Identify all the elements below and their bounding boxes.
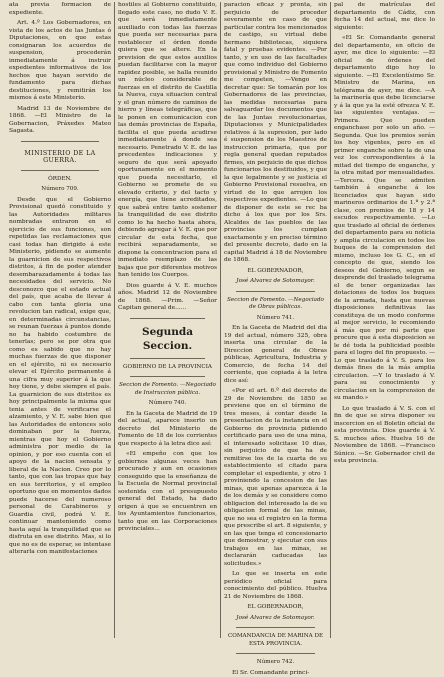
column-4 — [330, 2, 438, 638]
signature-title: EL GOBERNADOR, — [224, 604, 327, 612]
paragraph: Desde que el Gobierno Provisional quedó constituido y las Autoridades militares nombradas entraron en el ejercicio de sus funciones, son repetidas las reclamaciones que casi todas han dirigido á este Ministerio, pidiendo se aumente la guarnicion de sus respectivos distritos, á fin de poder atender desembarazadamente á todas las necesidades del servicio. No desconozco que el estado actual del país, que acaba de llevar á cabo con tanta gloria una revolucion tan radical, exige que, en determinadas circunstancias, se reunan fuerzas á puntos donde no ha habido costumbre de tenerlas; pero se por otra que como es sabido que no hay muchas fuerzas de que disponer en el ejército, ni es necesario elevar el Ejército permanente á una cifra muy superior á la que hoy tiene, y debe siempre el país. La guarnicion de sus distritos es hoy principalmente la misma que tenia antes de verificarse el alzamiento, y V. E. sabe bien que las Autoridades de entonces solo dominaban por la fuerza, mientras que hoy el Gobierno administra por medio de la opinion, y por eso cuenta con el apoyo de la nacion sensata y liberal de la Nacion. Creo por lo tanto, que con las tropas que hay en sus territorios, y el empleo oportuno que en momentos dados puede hacerse del numeroso personal de Carabineros y Guardia civil, podrá V. E. continuar manteniendo como hasta aquí la tranquilidad que se disfruta en ese distrito. Mas, si lo que no es de esperar, se intentase alterarla con manifestaciones — [9, 197, 111, 557]
paragraph: ata previa formacion de expediente. — [9, 2, 111, 17]
government-heading: GOBIERNO DE LA PROVINCIA — [118, 364, 217, 372]
paragraph: En la Gaceta de Madrid de 19 del actual, aparece inserto un decreto del Ministerio de Fomento de 18 de los corrientes que respecto á la letra dice así: — [118, 411, 217, 449]
orders-label: ÓRDEN. — [9, 176, 111, 184]
order-number: Número 742. — [224, 659, 327, 667]
divider — [130, 358, 205, 359]
paragraph: Art. 4.º Los Gobernadores, en vista de los actos de las Juntas ó Diputaciones, en que estas consignaran los acuerdos de suspension, procederán inmediatamente á instruir expedientes informativos de los hechos que hayan servido de fundamento para dichas destituciones, y remitirán los mismos á este Ministerio. — [9, 20, 111, 103]
divider — [236, 653, 315, 654]
decree-date: Madrid 13 de Noviembre de 1868. —El Ministro de la Gobernacion, Práxedes Mateo Sagasta. — [9, 106, 111, 136]
subsection-title: Seccion de Fomento. —Negociado de Instruccion pública. — [118, 382, 217, 397]
divider — [236, 291, 315, 292]
signature-name: José Alvarez de Sotomayor. — [224, 615, 327, 623]
order-number: Número 740. — [118, 400, 217, 408]
order-number: Número 709. — [9, 186, 111, 194]
column-1 — [6, 2, 114, 638]
section-heading: COMANDANCIA DE MARINA DE ESTA PROVINCIA. — [224, 633, 327, 648]
signature-name: José Alvarez de Sotomayor. — [224, 278, 327, 286]
divider — [21, 170, 99, 171]
subsection-title: Seccion de Fomento. —Negociado de Obras públicas. — [224, 297, 327, 312]
section-title: Segunda Seccion. — [118, 325, 217, 353]
signature-title: EL GOBERNADOR, — [224, 268, 327, 276]
paragraph: hostiles al Gobierno constituido, llegado este caso, no dudo V. E. que será inmediatamente auxiliado con todas las fuerzas que pueda ser necesarias para restablecer el órden donde quiera que se altere. En la prevision de que estos auxilios puedan facilitarse con la mayor rapidez posible, se halla reunido un núcleo considerable de fuerzas en el distrito de Castilla la Nueva, cuya situacion central y el gran número de caminos de hierro y líneas telegráficas, que le ponen en comunicacion con las demás provincias de España, facilita el que pueda acudirse inmediatamente á donde sea necesario. Penetrado V. E. de las precedentes indicaciones y seguro de que será apoyado oportunamente en el momento que pueda necesitarlo, el Gobierno se promete de su elevado criterio, y del tacto y energía, que tiene acreditados, que sabrá entre tanto sostener la tranquilidad de ese distrito como lo ha hecho hasta ahora, debiendo agregar á V. E. que por circular de esta fecha, que recibirá separadamente, se dispone la concentracion para el inmediato reemplazo de las bajas que por diferentes motivos han tenido los Cuerpos. — [118, 2, 217, 280]
paragraph: El Sr. Comandante princi- — [224, 670, 327, 677]
paragraph: «Por el art. 6.º del decreto de 29 de Noviembre de 1850 se previene que en el término de tres meses, á contar desde la presentacion de la instancia en el Gobierno de provincia pidiendo certificado para uso de una mina, el interesado solicitase 10 dias, sin perjuicio de que ha de remitirse los de la cuarta de su establecimiento el citado para completar el expediente, y otro 1 proviniendo la concesion de las minas, que apenas aparezca á la de los demás y se considere como obligacion del interesado la de su obligacion formal de las minas, que no sea el registro en la forma que prescribe el art. 8 siguiente, y en las que tenga el concesionario que demostrar, y ejecutar con sus trabajos en las minas, se declararán caducadas las solicitudes.» — [224, 388, 327, 568]
section-heading: MINISTERIO DE LA GUERRA. — [9, 150, 111, 165]
column-3 — [220, 2, 330, 638]
order-number: Número 741. — [224, 315, 327, 323]
divider — [21, 141, 99, 142]
column-2 — [114, 2, 220, 638]
paragraph: paracion eficaz y pronta, sin perjuicio de proceder severamente en caso de que particular contra los mencionados de castigo, su virtual debe hermano bibliotecas, siquiera fatal y pruebas evidentes. —Por tanto, y en uso de las facultades que como individuo del Gobierno provisional y Ministro de Fomento me competen, —Vengo en decretar que: Se tomarán por los Gobernadores de las provincias, las medidas necesarias para salvaguardar los documentos que de las Juntas revolucionarias, Diputaciones y Municipalidades relativos á la supresion, por lado é suspension de los Maestros de instruccion primaria, que por regla general quedan reputados firmes, sin perjuicio de que dichos funcionarios los destituidos, y que la que legalmente y se justicia el Gobierno Provisional resuelva, en virtud de lo que arrojen los respectivos expedientes. —Lo que de disponer de este se rec ba dicho á los que por los Srs. Alcaldes de las pueblos de las provincias los cumplan exactamente y en preciso término del presente decreto, dado en la capital Madrid á 18 de Noviembre de 1868. — [224, 2, 327, 265]
paragraph: En la Gaceta de Madrid del dia 19 del actual, número 325, obra inserta una circular de la Direccion general de Obras públicas, Agricultura, Industria y Comercio, de fecha 14 del corriente, que copiada á la letra dice así: — [224, 325, 327, 385]
paragraph: «El empeño con que los gobiernos algunas veces han procurado y aun en ocasiones conseguido que la enseñanza de la Escuela de Normal provincial sostenida con el presupuesto general del Estado, ha dado origen á que se encuentren en los Ayuntamientos funcionarios, tanto que en las Corporaciones provinciales... — [118, 451, 217, 534]
paragraph: Dios guarde á V. E. muchos años. Madrid 12 de Noviembre de 1868. —Prim. —Señor Capitan general de...... — [118, 283, 217, 313]
paragraph: pal de matrículas del departamento de Cádiz, con fecha 14 del actual, me dice lo siguiente: — [334, 2, 435, 32]
paragraph: «El Sr. Comandante general del departamento, en oficio de ayer, me dice lo siguiente: —El oficial de órdenes del departamento digo hoy lo siguiente. —El Excelentísimo Sr. Ministro de Marina, en telégrama de ayer, me dice. —A la marinería que debe licenciarse y á la que ya la esté ofrezca V. E. las siguientes ventajas. —Primera. Que pueden enganchase por solo un año. —Segunda. Que los premios serán los hoy vigentes, pero en el primer enganche sobre la de una vez los correspondientes á la mitad del tiempo de enganche, y la otra mitad por mensualidades. —Tercera. Que se admiten también á enganche á los licenciados que hayan sido marineros ordinarios de 1.ª y 2.ª clase, con premios de 18 y 14 escudos respectivamente. —Lo que traslado al oficial de órdenes del departamento para su noticia y amplia circulacion en todos los buques de la comprension del mismo, incluso los G. C., en el concepto de que, siendo los deseos del Gobierno, segun se desprende del traslado telegrama el de tener organizadas las dotaciones de todos los buques de la armada, hasta que nuevas disposiciones definitivas las constituya de un modo conforme al mejor servicio, le recomiendo á más que por mí parte que procure que á esta disposicion se le dé toda la publicidad posible para el logro del fin propuesto. —Lo que traslado á V. S. para los demás fines de la más amplia circulacion. —Y lo traslado á V. para su conocimiento y circulacion en la comprension de su mando.» — [334, 35, 435, 403]
divider — [236, 627, 315, 628]
divider — [130, 376, 205, 377]
paragraph: Lo que traslado á V. S. con el fin de que se sirva disponer su inscercion en el Boletin oficial de esta provincia. Dios guarde á V. S. muchos años. Huelva 16 de Noviembre de 1868. —Francisco Súnico. —Sr. Gobernador civil de esta provincia. — [334, 406, 435, 466]
paragraph: Lo que se inserta en este periódico oficial para conocimiento del público. Huelva 21 de Noviembre de 1868. — [224, 571, 327, 601]
divider — [130, 318, 205, 319]
